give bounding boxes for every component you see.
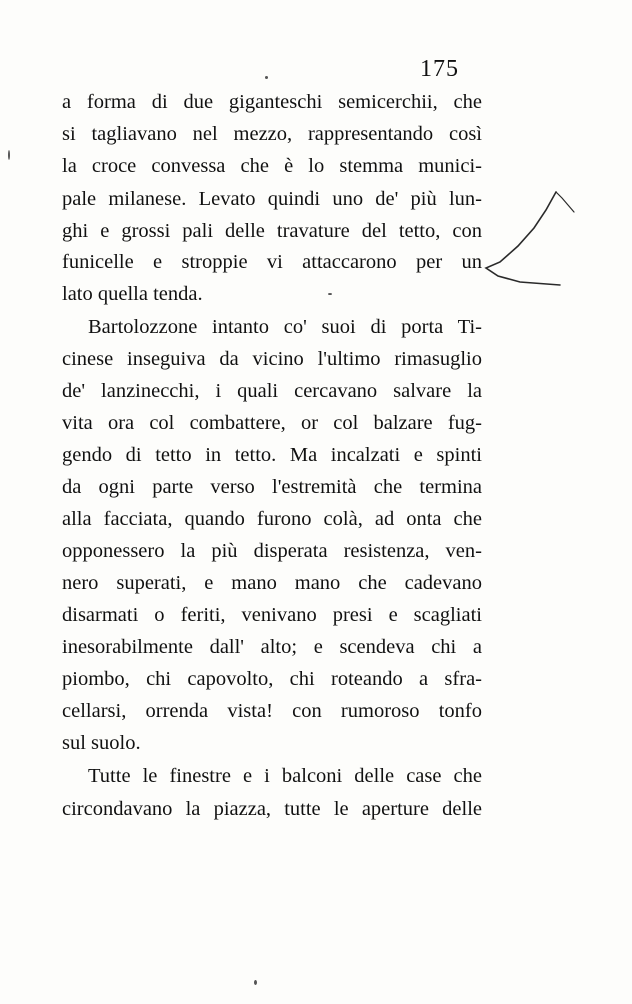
ink-speck <box>254 980 257 985</box>
text-line: ghi e grossi pali delle travature del tetto, con <box>62 220 482 242</box>
paragraph-start-line: Bartolozzone intanto co' suoi di porta Ti- <box>88 316 482 338</box>
text-line: inesorabilmente dall' alto; e scendeva chi a <box>62 636 482 658</box>
text-line: cellarsi, orrenda vista! con rumoroso tonfo <box>62 700 482 722</box>
text-line: sul suolo. <box>62 732 141 754</box>
text-line: si tagliavano nel mezzo, rappresentando così <box>62 123 482 145</box>
ink-speck <box>328 293 332 295</box>
text-line: lato quella tenda. <box>62 283 203 305</box>
text-line: la croce convessa che è lo stemma munici- <box>62 155 482 177</box>
text-line: a forma di due giganteschi semicerchii, che <box>62 91 482 113</box>
text-line: gendo di tetto in tetto. Ma incalzati e spinti <box>62 444 482 466</box>
text-line: vita ora col combattere, or col balzare fug- <box>62 412 482 434</box>
text-line: piombo, chi capovolto, chi roteando a sfra- <box>62 668 482 690</box>
paragraph-start-line: Tutte le finestre e i balconi delle case che <box>88 765 482 787</box>
text-line: cinese inseguiva da vicino l'ultimo rimasuglio <box>62 348 482 370</box>
text-line: pale milanese. Levato quindi uno de' più lun- <box>62 188 482 210</box>
text-line: nero superati, e mano mano che cadevano <box>62 572 482 594</box>
text-line: funicelle e stroppie vi attaccarono per un <box>62 251 482 273</box>
text-line: de' lanzinecchi, i quali cercavano salvare la <box>62 380 482 402</box>
text-line: disarmati o feriti, venivano presi e scagliati <box>62 604 482 626</box>
text-line: alla facciata, quando furono colà, ad onta che <box>62 508 482 530</box>
text-line: da ogni parte verso l'estremità che termina <box>62 476 482 498</box>
text-line: opponessero la più disperata resistenza, ven- <box>62 540 482 562</box>
text-line: circondavano la piazza, tutte le aperture delle <box>62 798 482 820</box>
page-number: 175 <box>420 56 459 82</box>
ink-speck <box>265 76 268 79</box>
ink-speck <box>8 150 10 160</box>
